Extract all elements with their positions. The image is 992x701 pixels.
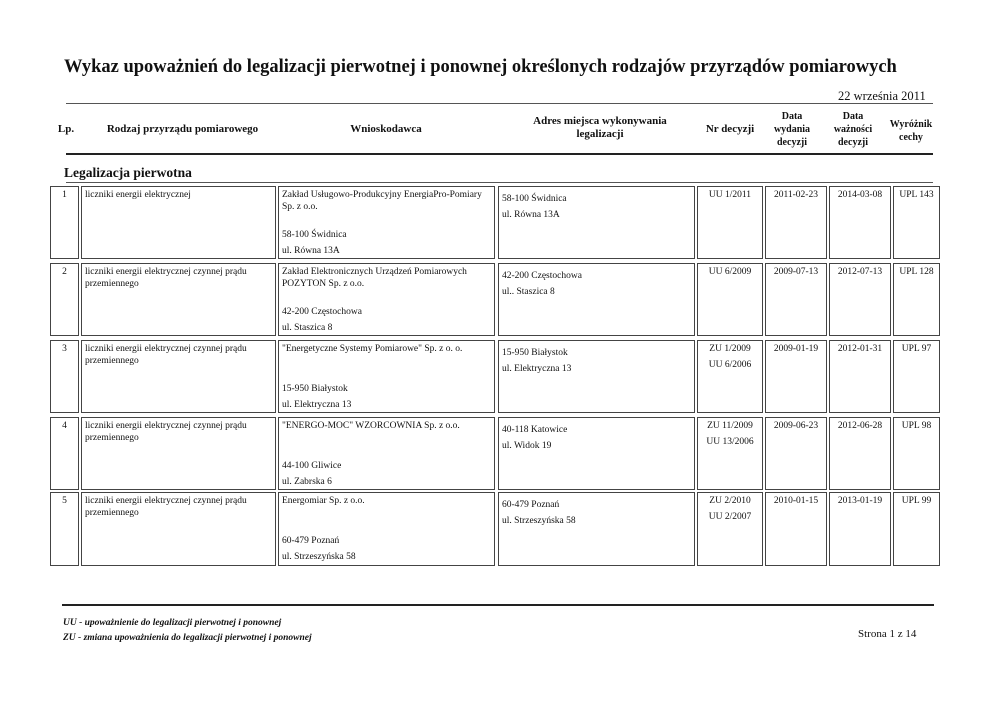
table-row: [50, 417, 940, 490]
cell-nr-decyzji: [697, 186, 763, 259]
footer-divider: [62, 604, 934, 606]
cell-nr-decyzji: [697, 492, 763, 566]
section-title: Legalizacja pierwotna: [64, 165, 192, 180]
cell-data-wydania: 2009-06-23: [765, 417, 827, 490]
wnioskodawca-name: Energomiar Sp. z o.o.: [282, 496, 365, 506]
wnioskodawca-city: 58-100 Świdnica: [282, 230, 347, 240]
nr-decyzji: ZU 2/2010: [709, 496, 751, 506]
nr-decyzji-previous: UU 13/2006: [706, 437, 754, 447]
nr-decyzji: UU 6/2009: [708, 267, 752, 277]
nr-decyzji-previous: UU 6/2006: [708, 360, 752, 370]
header-rodzaj: Rodzaj przyrządu pomiarowego: [106, 123, 259, 135]
cell-nr-decyzji: [697, 417, 763, 490]
section-divider: [66, 182, 933, 183]
cell-lp: 4: [50, 417, 79, 490]
wnioskodawca-street: ul. Zabrska 6: [282, 477, 332, 487]
cell-adres: [498, 263, 695, 336]
cell-lp: 2: [50, 263, 79, 336]
wnioskodawca-street: ul. Staszica 8: [282, 323, 333, 333]
page-number: Strona 1 z 14: [858, 628, 917, 640]
wnioskodawca-street: ul. Elektryczna 13: [282, 400, 352, 410]
cell-adres: [498, 340, 695, 413]
nr-decyzji: ZU 1/2009: [709, 344, 751, 354]
cell-wyroznik: UPL 143: [893, 186, 940, 259]
table-row: [50, 340, 940, 413]
adres-city: 42-200 Częstochowa: [502, 271, 582, 281]
table-row: [50, 186, 940, 259]
cell-rodzaj: liczniki energii elektrycznej: [81, 186, 276, 259]
cell-data-waznosci: 2014-03-08: [829, 186, 891, 259]
wnioskodawca-city: 15-950 Białystok: [282, 384, 348, 394]
adres-street: ul. Równa 13A: [502, 210, 560, 220]
cell-nr-decyzji: [697, 263, 763, 336]
wnioskodawca-name: Zakład Usługowo-Produkcyjny EnergiaPro-Pomiary Sp. z o.o.: [282, 190, 482, 212]
cell-wyroznik: UPL 128: [893, 263, 940, 336]
wnioskodawca-name: Zakład Elektronicznych Urządzeń Pomiarowych POZYTON Sp. z o.o.: [282, 267, 467, 289]
cell-data-wydania: 2009-01-19: [765, 340, 827, 413]
wnioskodawca-city: 60-479 Poznań: [282, 536, 340, 546]
cell-wnioskodawca: [278, 417, 495, 490]
header-wnioskodawca: Wnioskodawca: [350, 123, 422, 135]
adres-street: ul. Elektryczna 13: [502, 364, 572, 374]
cell-adres: [498, 417, 695, 490]
adres-city: 15-950 Białystok: [502, 348, 568, 358]
cell-wyroznik: UPL 98: [893, 417, 940, 490]
wnioskodawca-name: "ENERGO-MOC" WZORCOWNIA Sp. z o.o.: [282, 421, 460, 431]
cell-data-wydania: 2009-07-13: [765, 263, 827, 336]
cell-nr-decyzji: [697, 340, 763, 413]
cell-lp: 5: [50, 492, 79, 566]
wnioskodawca-city: 44-100 Gliwice: [282, 461, 342, 471]
adres-city: 40-118 Katowice: [502, 425, 568, 435]
wnioskodawca-name: "Energetyczne Systemy Pomiarowe" Sp. z o. o.: [282, 344, 463, 354]
cell-rodzaj: liczniki energii elektrycznej czynnej prądu przemiennego: [81, 340, 276, 413]
cell-lp: 1: [50, 186, 79, 259]
header-wyroznik: Wyróżnik cechy: [889, 119, 933, 143]
adres-city: 60-479 Poznań: [502, 500, 560, 510]
page-title: Wykaz upoważnień do legalizacji pierwotnej i ponownej określonych rodzajów przyrządów pomiarowych: [64, 57, 897, 77]
header-adres: Adres miejsca wykonywania legalizacji: [533, 115, 667, 140]
nr-decyzji: UU 1/2011: [708, 190, 752, 200]
cell-adres: [498, 186, 695, 259]
table-row: [50, 263, 940, 336]
cell-wnioskodawca: [278, 263, 495, 336]
header-lp: Lp.: [57, 123, 75, 135]
cell-wnioskodawca: [278, 340, 495, 413]
nr-decyzji-previous: UU 2/2007: [708, 512, 752, 522]
cell-wyroznik: UPL 97: [893, 340, 940, 413]
cell-rodzaj: liczniki energii elektrycznej czynnej prądu przemiennego: [81, 492, 276, 566]
cell-data-wydania: 2011-02-23: [765, 186, 827, 259]
cell-data-waznosci: 2012-06-28: [829, 417, 891, 490]
adres-street: ul. Strzeszyńska 58: [502, 516, 576, 526]
cell-lp: 3: [50, 340, 79, 413]
header-divider: [66, 153, 933, 155]
cell-wyroznik: UPL 99: [893, 492, 940, 566]
header-data-wydania: Data wydania decyzji: [773, 111, 811, 148]
nr-decyzji: ZU 11/2009: [707, 421, 753, 431]
adres-street: ul.. Staszica 8: [502, 287, 555, 297]
cell-data-waznosci: 2012-01-31: [829, 340, 891, 413]
cell-rodzaj: liczniki energii elektrycznej czynnej prądu przemiennego: [81, 417, 276, 490]
adres-city: 58-100 Świdnica: [502, 194, 567, 204]
footer-note-uu: UU - upoważnienie do legalizacji pierwotnej i ponownej: [63, 618, 282, 628]
document-date: 22 września 2011: [838, 89, 926, 103]
cell-wnioskodawca: [278, 492, 495, 566]
cell-data-waznosci: 2013-01-19: [829, 492, 891, 566]
header-nr-decyzji: Nr decyzji: [705, 123, 755, 135]
cell-data-waznosci: 2012-07-13: [829, 263, 891, 336]
cell-rodzaj: liczniki energii elektrycznej czynnej prądu przemiennego: [81, 263, 276, 336]
footer-note-zu: ZU - zmiana upoważnienia do legalizacji pierwotnej i ponownej: [63, 633, 312, 643]
table-row: [50, 492, 940, 566]
header-data-waznosci: Data ważności decyzji: [833, 111, 873, 148]
cell-data-wydania: 2010-01-15: [765, 492, 827, 566]
adres-street: ul. Widok 19: [502, 441, 552, 451]
wnioskodawca-street: ul. Równa 13A: [282, 246, 340, 256]
wnioskodawca-city: 42-200 Częstochowa: [282, 307, 362, 317]
cell-wnioskodawca: [278, 186, 495, 259]
wnioskodawca-street: ul. Strzeszyńska 58: [282, 552, 356, 562]
cell-adres: [498, 492, 695, 566]
title-divider: [66, 103, 933, 104]
